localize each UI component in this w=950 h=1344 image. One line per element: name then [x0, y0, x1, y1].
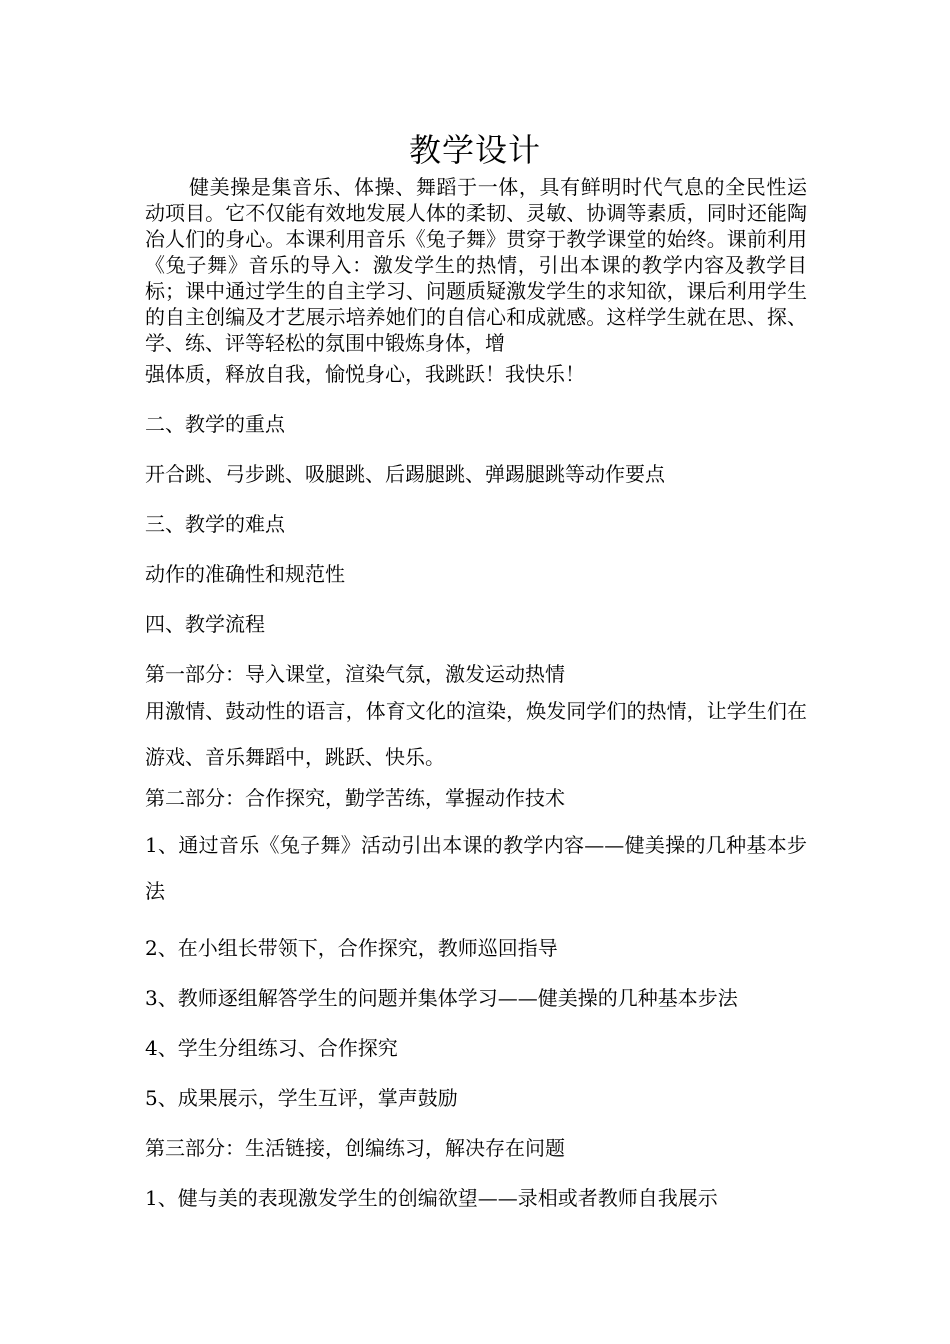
part2-heading: 第二部分：合作探究，勤学苦练，掌握动作技术 — [145, 786, 565, 810]
part2-item-4: 4、学生分组练习、合作探究 — [145, 1036, 398, 1060]
document-title: 教学设计 — [408, 131, 541, 169]
intro-paragraph: 健美操是集音乐、体操、舞蹈于一体，具有鲜明时代气息的全民性运动项目。它不仅能有效地发展人体的柔韧、灵敏、协调等素质，同时还能陶冶人们的身心。本课利用音乐《兔子舞》贯穿于教学课堂的始终。课前利用《兔子舞》音乐的导入：激发学生的热情，引出本课的教学内容及教学目标；课中通过学生的自主学习、问题质疑激发学生的求知欲，课后利用学生的自主创编及才艺展示培养她们的自信心和成就感。这样学生就在思、探、学、练、评等轻松的氛围中锻炼身体，增 — [145, 175, 807, 355]
section-heading-difficulties: 三、教学的难点 — [145, 512, 285, 536]
part2-item-3: 3、教师逐组解答学生的问题并集体学习——健美操的几种基本步法 — [145, 986, 738, 1010]
intro-paragraph-tail: 强体质，释放自我，愉悦身心，我跳跃！我快乐！ — [145, 362, 585, 386]
section-heading-key-points: 二、教学的重点 — [145, 412, 285, 436]
section-heading-process: 四、教学流程 — [145, 612, 265, 636]
part2-item-5: 5、成果展示，学生互评，掌声鼓励 — [145, 1086, 458, 1110]
part1-heading: 第一部分：导入课堂，渲染气氛，激发运动热情 — [145, 662, 565, 686]
part1-body: 用激情、鼓动性的语言，体育文化的渲染，焕发同学们的热情，让学生们在游戏、音乐舞蹈中，跳跃、快乐。 — [145, 699, 807, 769]
part2-item-1: 1、通过音乐《兔子舞》活动引出本课的教学内容——健美操的几种基本步法 — [145, 833, 807, 903]
key-points-text: 开合跳、弓步跳、吸腿跳、后踢腿跳、弹踢腿跳等动作要点 — [145, 462, 665, 486]
part2-item-2: 2、在小组长带领下，合作探究，教师巡回指导 — [145, 936, 558, 960]
part3-item-1: 1、健与美的表现激发学生的创编欲望——录相或者教师自我展示 — [145, 1186, 718, 1210]
difficulties-text: 动作的准确性和规范性 — [145, 562, 345, 586]
part3-heading: 第三部分：生活链接，创编练习，解决存在问题 — [145, 1136, 565, 1160]
